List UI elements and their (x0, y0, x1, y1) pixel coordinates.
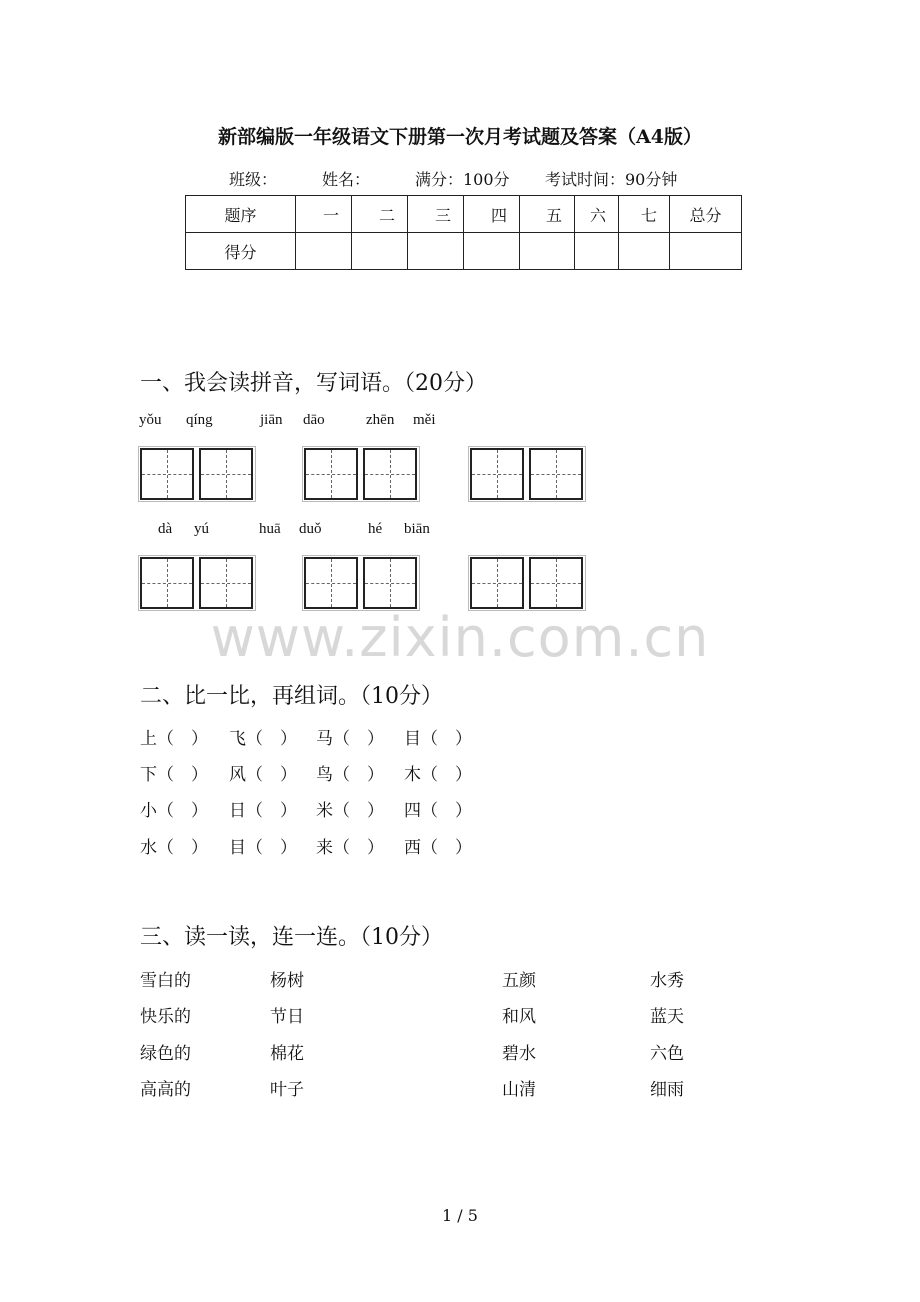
pinyin: zhēn (366, 412, 395, 428)
table-cell: 二 (352, 196, 408, 233)
writing-grid-pair (468, 446, 592, 502)
word-item: 小（ ） (140, 801, 208, 821)
pinyin: yǒu (139, 412, 162, 428)
word-item: 四（ ） (404, 801, 472, 821)
table-cell: 五 (520, 196, 575, 233)
match-word: 棉花 (270, 1044, 304, 1064)
score-input-cell[interactable] (670, 233, 742, 270)
pinyin: jiān (260, 412, 283, 428)
match-word: 快乐的 (140, 1007, 191, 1027)
match-word: 蓝天 (650, 1007, 684, 1027)
writing-grid-box[interactable] (304, 557, 358, 609)
match-word: 叶子 (270, 1080, 304, 1100)
match-word: 碧水 (502, 1044, 536, 1064)
writing-grid-box[interactable] (199, 448, 253, 500)
match-word: 杨树 (270, 971, 304, 991)
pinyin: dà (158, 521, 173, 537)
word-item: 下（ ） (140, 765, 208, 785)
score-table (185, 195, 742, 270)
word-item: 马（ ） (316, 729, 384, 749)
page-number: 1 / 5 (442, 1206, 478, 1225)
word-item: 飞（ ） (229, 729, 297, 749)
match-word: 五颜 (502, 971, 536, 991)
word-item: 目（ ） (404, 729, 472, 749)
word-item: 木（ ） (404, 765, 472, 785)
writing-grid-pair (138, 446, 258, 502)
table-cell: 一 (296, 196, 352, 233)
score-input-cell[interactable] (619, 233, 670, 270)
section3-title: 三、读一读，连一连。（10分） (140, 925, 443, 950)
writing-grid-box[interactable] (363, 557, 417, 609)
word-item: 日（ ） (229, 801, 297, 821)
score-table-score-row (186, 233, 742, 270)
score-input-cell[interactable] (352, 233, 408, 270)
score-table-header-row (186, 196, 742, 233)
word-item: 水（ ） (140, 838, 208, 858)
pinyin: dāo (303, 412, 325, 428)
word-item: 风（ ） (229, 765, 297, 785)
match-word: 绿色的 (140, 1044, 191, 1064)
exam-time: 考试时间：90分钟 (545, 170, 678, 189)
pinyin: biān (404, 521, 430, 537)
word-item: 鸟（ ） (316, 765, 384, 785)
writing-grid-pair (138, 555, 258, 611)
table-cell: 得分 (186, 233, 296, 270)
writing-grid-box[interactable] (363, 448, 417, 500)
score-input-cell[interactable] (408, 233, 464, 270)
score-input-cell[interactable] (296, 233, 352, 270)
word-item: 上（ ） (140, 729, 208, 749)
match-word: 雪白的 (140, 971, 191, 991)
match-word: 水秀 (650, 971, 684, 991)
section2-title: 二、比一比，再组词。（10分） (140, 684, 443, 709)
word-item: 西（ ） (404, 838, 472, 858)
watermark: www.zixin.com.cn (210, 606, 710, 669)
table-cell: 七 (619, 196, 670, 233)
table-cell: 三 (408, 196, 464, 233)
section1-title: 一、我会读拼音，写词语。（20分） (140, 371, 487, 396)
pinyin: huā (259, 521, 281, 537)
score-input-cell[interactable] (575, 233, 619, 270)
pinyin: duǒ (299, 521, 322, 537)
word-item: 来（ ） (316, 838, 384, 858)
match-word: 高高的 (140, 1080, 191, 1100)
pinyin: qíng (186, 412, 213, 428)
writing-grid-box[interactable] (199, 557, 253, 609)
class-label: 班级： (229, 170, 278, 189)
match-word: 节日 (270, 1007, 304, 1027)
writing-grid-box[interactable] (529, 448, 583, 500)
writing-grid-box[interactable] (470, 557, 524, 609)
match-word: 六色 (650, 1044, 684, 1064)
writing-grid-box[interactable] (529, 557, 583, 609)
writing-grid-pair (302, 446, 422, 502)
document-title: 新部编版一年级语文下册第一次月考试题及答案（A4版） (218, 126, 702, 148)
writing-grid-box[interactable] (140, 448, 194, 500)
pinyin: yú (194, 521, 209, 537)
pinyin: měi (413, 412, 436, 428)
writing-grid-pair (468, 555, 588, 611)
writing-grid-box[interactable] (304, 448, 358, 500)
table-cell: 六 (575, 196, 619, 233)
table-cell: 题序 (186, 196, 296, 233)
score-input-cell[interactable] (520, 233, 575, 270)
writing-grid-pair (302, 555, 422, 611)
match-word: 细雨 (650, 1080, 684, 1100)
writing-grid-box[interactable] (140, 557, 194, 609)
word-item: 米（ ） (316, 801, 384, 821)
score-input-cell[interactable] (464, 233, 520, 270)
writing-grid-box[interactable] (470, 448, 524, 500)
pinyin: hé (368, 521, 383, 537)
match-word: 山清 (502, 1080, 536, 1100)
word-item: 目（ ） (229, 838, 297, 858)
name-label: 姓名： (322, 170, 371, 189)
table-cell: 总分 (670, 196, 742, 233)
full-score: 满分：100分 (415, 170, 510, 189)
match-word: 和风 (502, 1007, 536, 1027)
table-cell: 四 (464, 196, 520, 233)
